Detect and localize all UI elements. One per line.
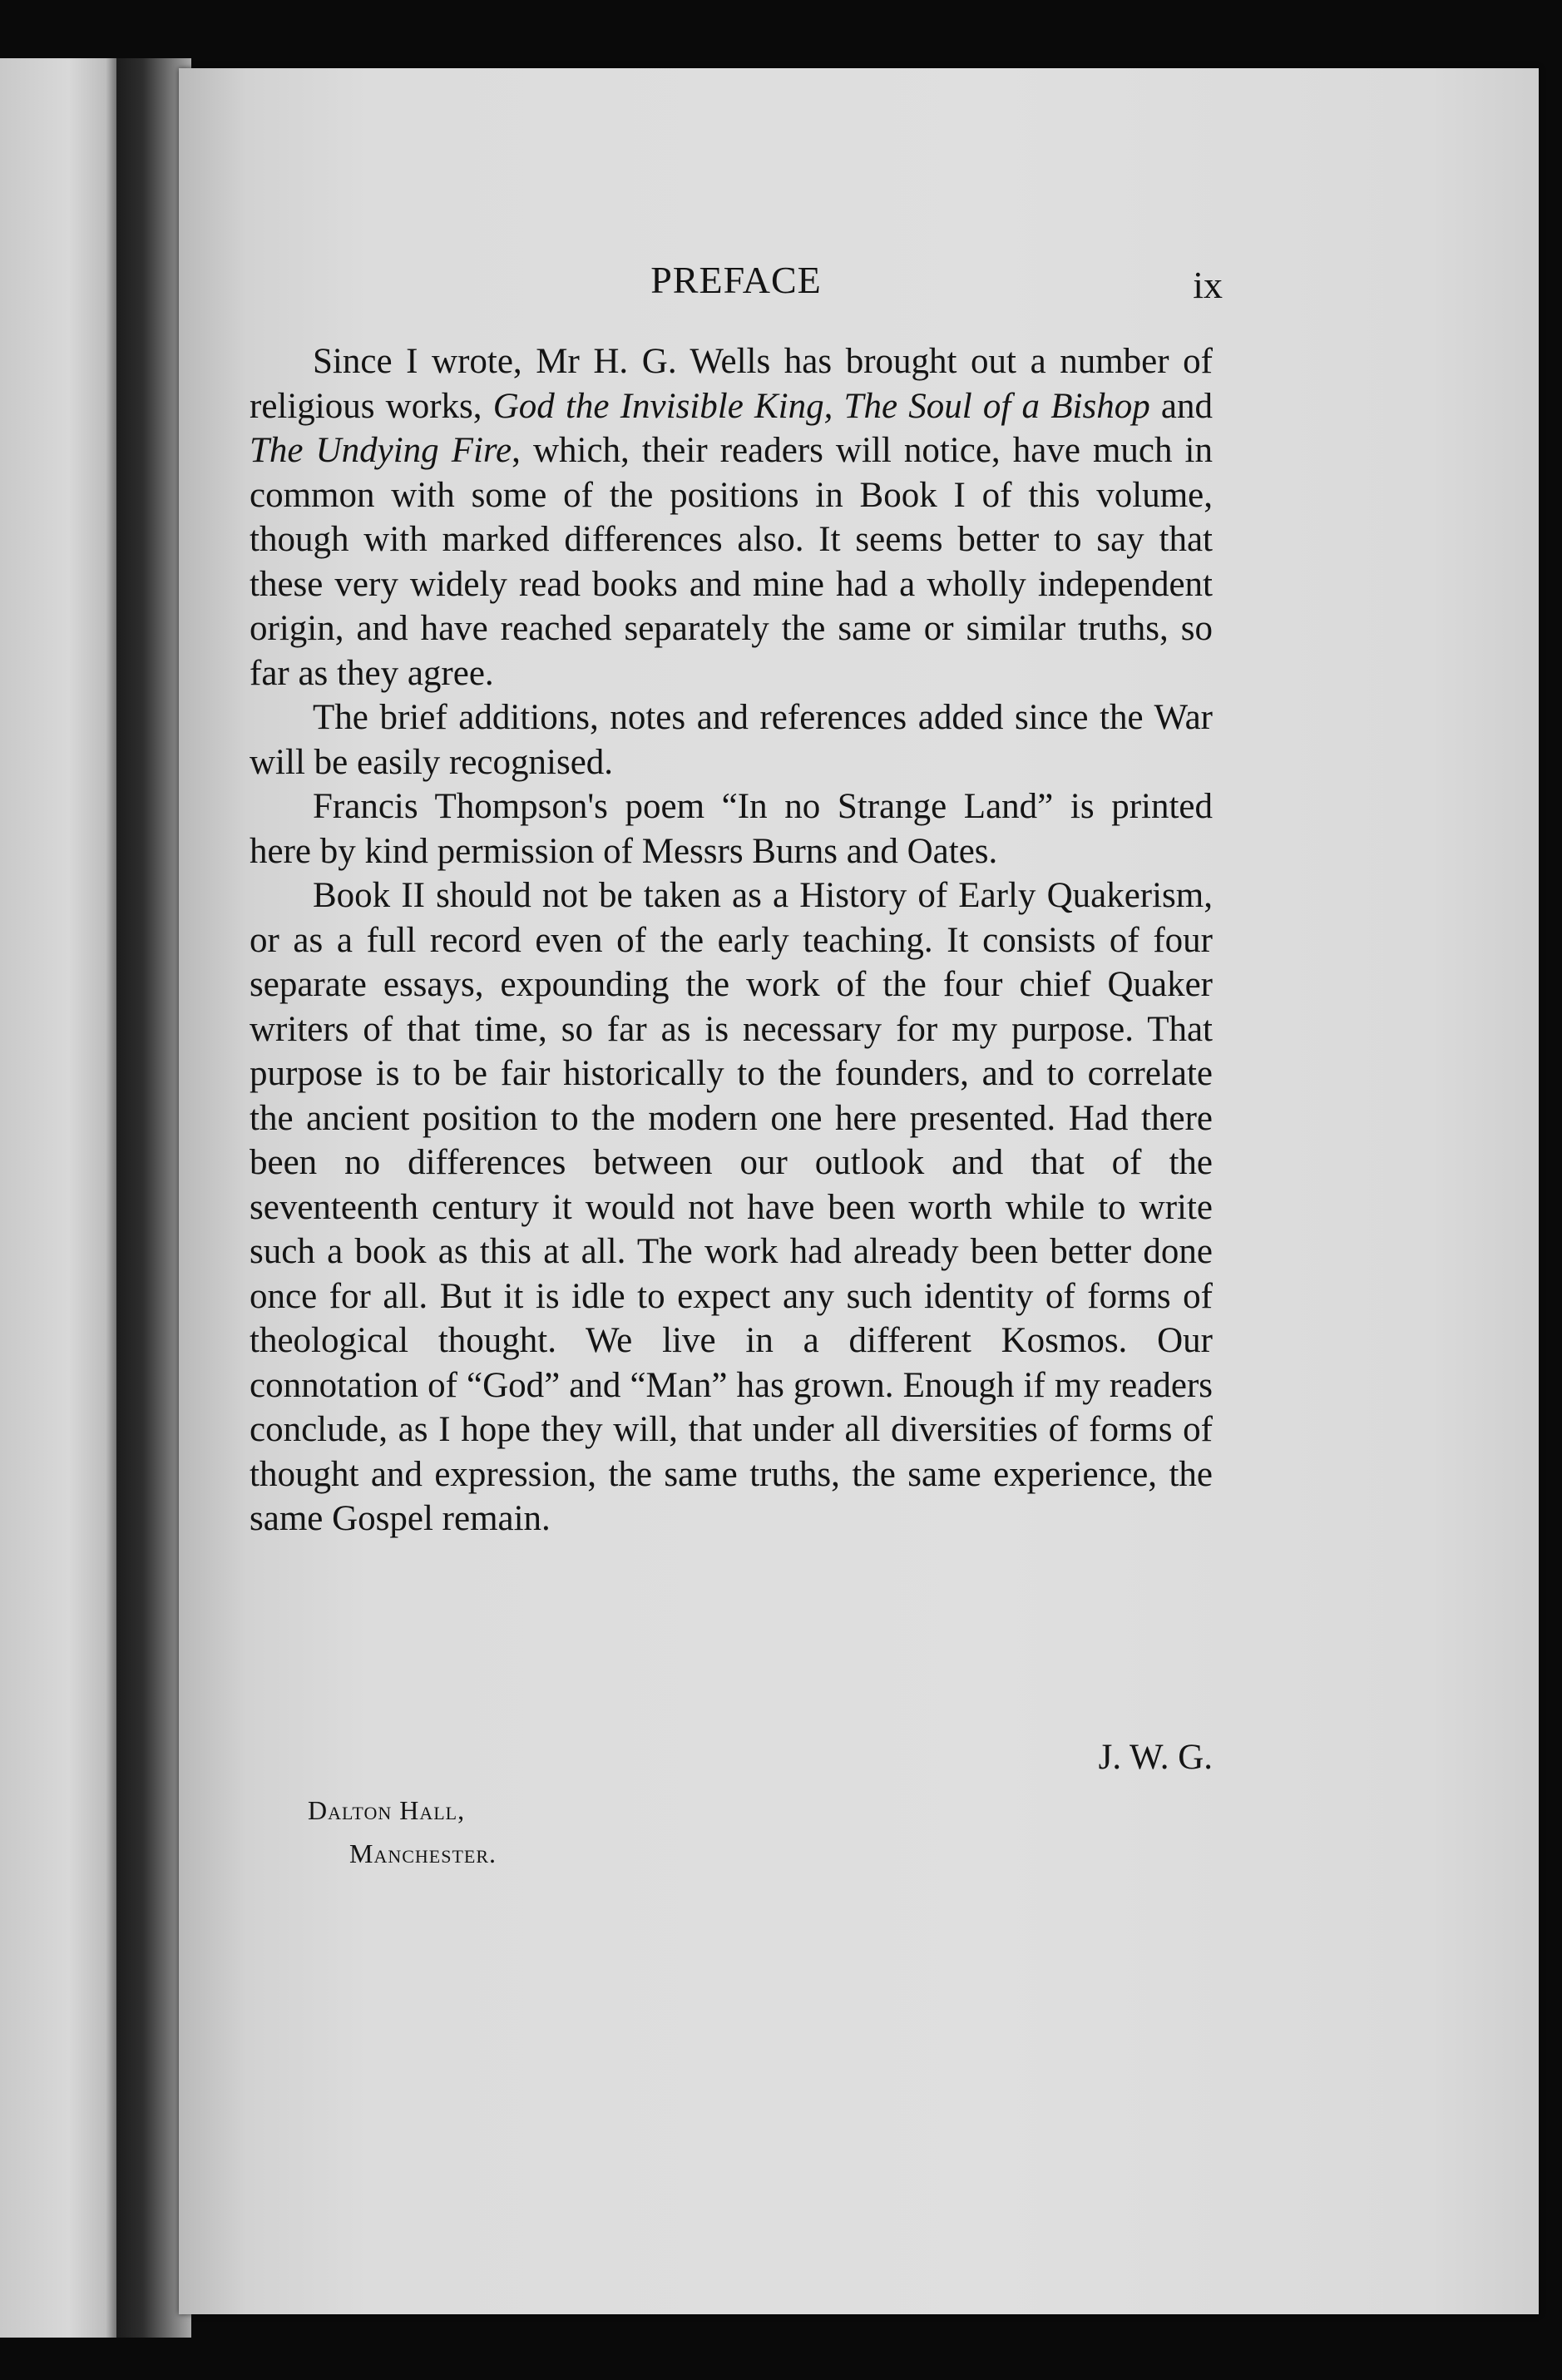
text-run: , which, their readers will notice, have much in common with some of the positions in Book I of this volume, though with marked differences also. It seems better to say that these very widely read books and mine had a wholly independent origin, and have reached separately the same or similar truths, so far as they agree. <box>250 431 1214 693</box>
text-run: Francis Thompson's poem “In no Strange Land” is printed here by kind permission of Messrs Burns and Oates. <box>250 787 1213 871</box>
page-title: PREFACE <box>650 259 822 301</box>
italic-title: The Undying Fire <box>250 431 512 470</box>
text-run: Since I wrote, Mr H. G. Wells has brought out a number of religious works, <box>250 342 1213 426</box>
paragraph <box>250 784 1213 873</box>
preface-body <box>250 339 1213 1541</box>
running-head <box>250 258 1223 308</box>
paragraph <box>250 695 1213 784</box>
page-number: ix <box>1193 264 1223 306</box>
place-line-2: Manchester. <box>349 1838 497 1868</box>
paragraph <box>250 873 1213 1541</box>
text-run: Book II should not be taken as a History of Early Quakerism, or as a full record even of the early teaching. It consists of four separate essays, expounding the work of the four chief Quaker writers of that time, so far as is necessary for my purpose. That purpose is to be fair historically to the founders, and to correlate the ancient position to the modern one here presented. Had there been no differences between our outlook and that of the seventeenth century it would not have been worth while to write such a book as this at all. The work had already been better done once for all. But it is idle to expect any such identity of forms of theological thought. We live in a different Kosmos. Our connotation of “God” and “Man” has grown. Enough if my readers conclude, as I hope they will, that under all diversities of forms of thought and expression, the same truths, the same experience, the same Gospel remain. <box>250 876 1213 1538</box>
text-run: The brief additions, notes and references added since the War will be easily recognised. <box>250 698 1213 782</box>
left-page-edge <box>0 58 125 2338</box>
author-initials: J. W. G. <box>1098 1738 1213 1777</box>
paragraph <box>250 339 1213 695</box>
place-signature <box>308 1789 497 1875</box>
text-run: and <box>1149 386 1213 426</box>
italic-title: God the Invisible King, The Soul of a Bishop <box>492 386 1150 426</box>
place-line-1: Dalton Hall, <box>308 1795 466 1825</box>
